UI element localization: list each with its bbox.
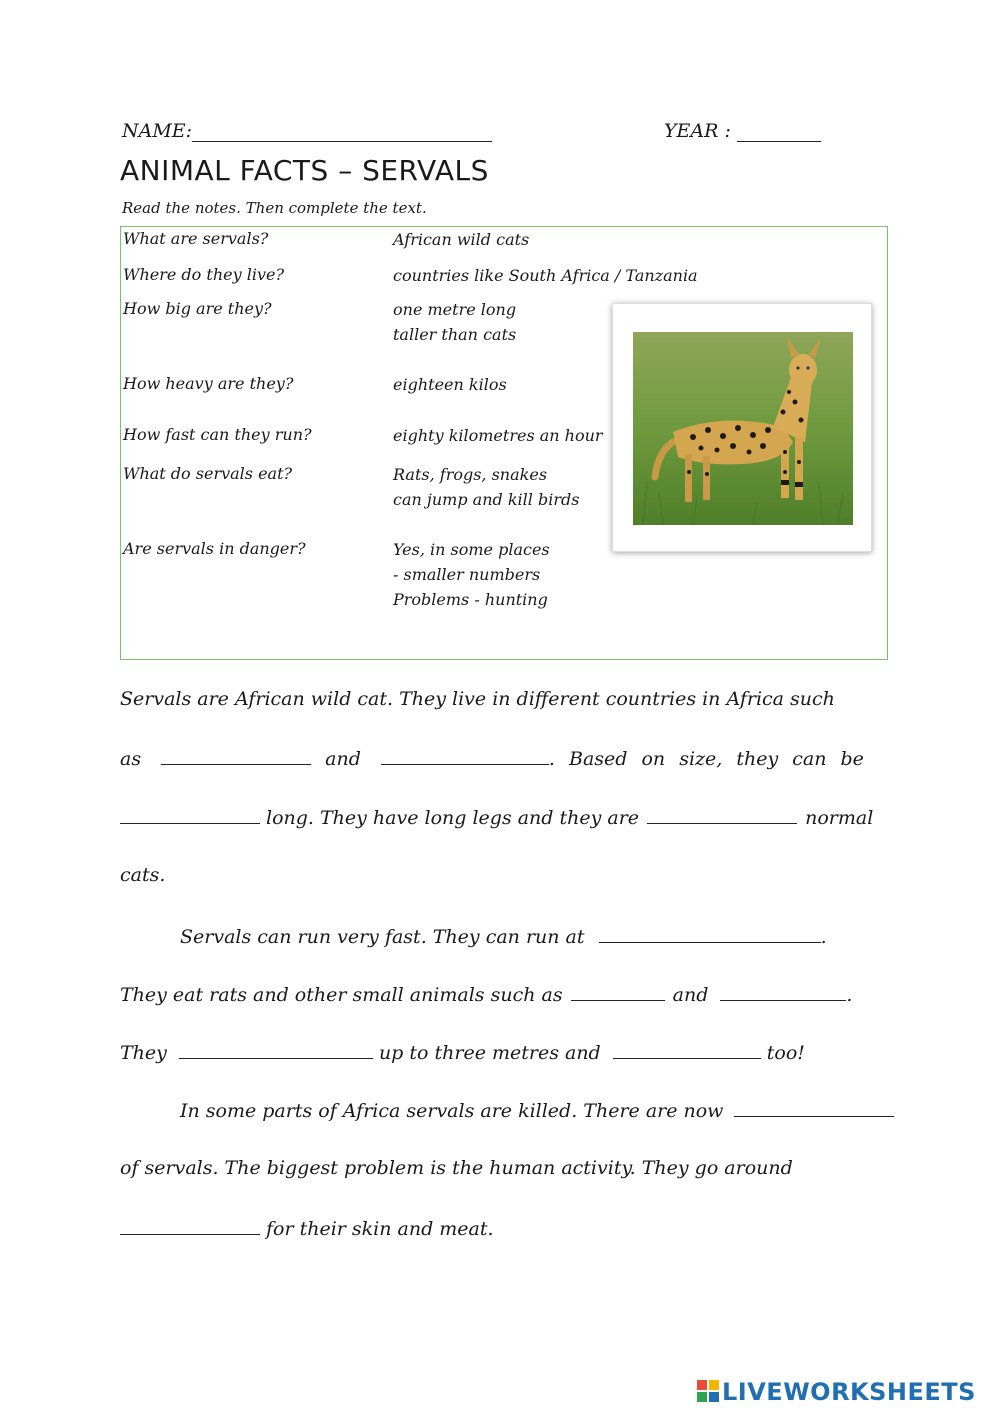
blank-numbers[interactable] xyxy=(734,1098,894,1117)
name-label: NAME: xyxy=(122,120,193,142)
blank-speed[interactable] xyxy=(599,924,821,943)
note-question: What do servals eat? xyxy=(123,464,293,483)
serval-photo xyxy=(633,332,853,525)
note-question: Are servals in danger? xyxy=(123,539,306,558)
blank-jump[interactable] xyxy=(179,1040,373,1059)
text-line-3: long. They have long legs and they are normal xyxy=(120,805,878,829)
liveworksheets-icon xyxy=(697,1380,719,1402)
text-line-10: for their skin and meat. xyxy=(120,1216,878,1240)
blank-hunting[interactable] xyxy=(120,1216,260,1235)
note-answer: African wild cats xyxy=(393,230,530,249)
blank-kill[interactable] xyxy=(613,1040,761,1059)
note-question: How big are they? xyxy=(123,299,272,318)
text-line-1: Servals are African wild cat. They live in different countries in Africa such xyxy=(120,688,835,710)
text-line-2: as and . Based on size, they can be xyxy=(120,748,864,770)
blank-country-2[interactable] xyxy=(381,746,549,765)
note-answer: eighty kilometres an hour xyxy=(393,426,603,445)
note-answer: Rats, frogs, snakes xyxy=(393,465,548,484)
text-line-4: cats. xyxy=(120,864,166,886)
note-answer: taller than cats xyxy=(393,325,517,344)
text-line-9: of servals. The biggest problem is the human activity. They go around xyxy=(120,1157,793,1179)
note-answer: countries like South Africa / Tanzania xyxy=(393,266,698,285)
text-line-8: In some parts of Africa servals are killed. There are now xyxy=(180,1098,878,1122)
note-question: How heavy are they? xyxy=(123,374,294,393)
blank-food-2[interactable] xyxy=(720,982,846,1001)
name-blank[interactable] xyxy=(192,121,492,142)
name-field xyxy=(122,120,492,142)
note-question: Where do they live? xyxy=(123,265,285,284)
note-question: How fast can they run? xyxy=(123,425,312,444)
blank-size[interactable] xyxy=(120,805,260,824)
page-title: ANIMAL FACTS – SERVALS xyxy=(120,154,489,187)
year-blank[interactable] xyxy=(737,121,821,142)
blank-taller[interactable] xyxy=(647,805,797,824)
note-question: What are servals? xyxy=(123,229,269,248)
instruction-text: Read the notes. Then complete the text. xyxy=(122,199,427,217)
note-answer: Problems - hunting xyxy=(393,590,548,609)
text-line-6: They eat rats and other small animals such as and . xyxy=(120,984,853,1006)
note-answer: can jump and kill birds xyxy=(393,490,580,509)
year-field xyxy=(664,120,821,142)
blank-food-1[interactable] xyxy=(571,982,665,1001)
note-answer: one metre long xyxy=(393,300,517,319)
text-line-7: They up to three metres and too! xyxy=(120,1042,805,1064)
note-answer: Yes, in some places xyxy=(393,540,550,559)
photo-frame xyxy=(612,303,872,552)
liveworksheets-logo xyxy=(697,1378,976,1404)
year-label: YEAR : xyxy=(664,120,731,142)
text-line-5: Servals can run very fast. They can run at . xyxy=(180,926,827,948)
logo-text: LIVEWORKSHEETS xyxy=(722,1378,976,1406)
note-answer: - smaller numbers xyxy=(393,565,541,584)
blank-country-1[interactable] xyxy=(161,746,311,765)
note-answer: eighteen kilos xyxy=(393,375,507,394)
